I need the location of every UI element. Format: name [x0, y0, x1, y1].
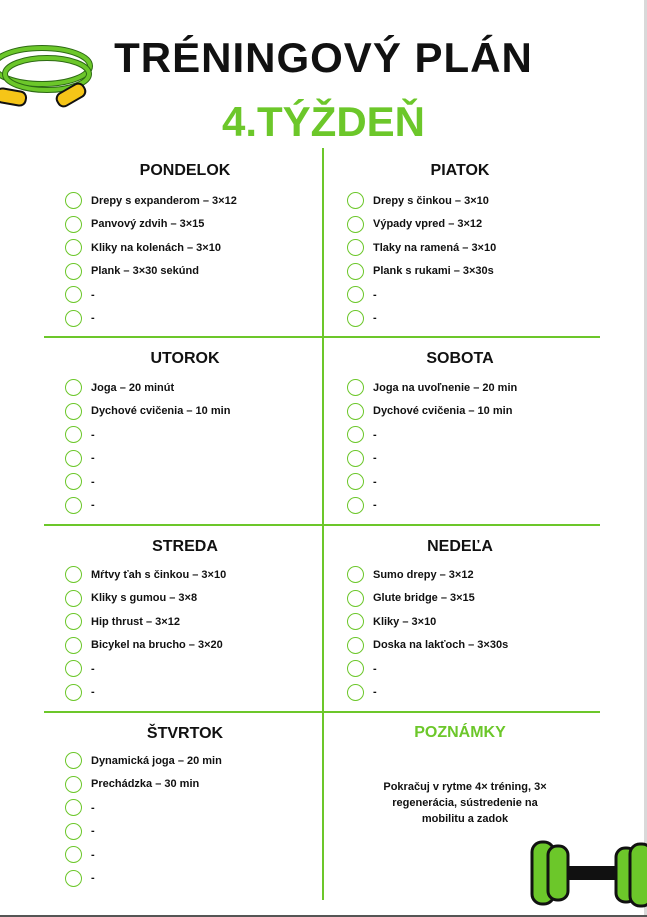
list-item[interactable]: Hip thrust – 3×12 [65, 610, 226, 634]
list-item[interactable]: - [347, 494, 517, 518]
day-list-tuesday [65, 376, 230, 517]
list-item[interactable]: - [65, 307, 237, 331]
day-title-thursday: ŠTVRTOK [146, 725, 224, 742]
list-item[interactable]: - [65, 820, 222, 844]
checkbox-circle[interactable] [347, 684, 364, 701]
checkbox-circle[interactable] [65, 192, 82, 209]
day-list-monday [65, 189, 237, 330]
notes-text: Pokračuj v rytme 4× tréning, 3× regenerácia, sústredenie na mobilitu a zadok [383, 781, 547, 825]
checkbox-circle[interactable] [65, 590, 82, 607]
list-item[interactable]: Mŕtvy ťah s činkou – 3×10 [65, 563, 226, 587]
checkbox-circle[interactable] [347, 590, 364, 607]
list-item[interactable]: - [65, 867, 222, 891]
day-list-saturday [347, 376, 517, 517]
checkbox-circle[interactable] [65, 310, 82, 327]
list-item[interactable]: Glute bridge – 3×15 [347, 587, 508, 611]
checkbox-circle[interactable] [65, 450, 82, 467]
list-item[interactable]: - [65, 423, 230, 447]
checkbox-circle[interactable] [347, 216, 364, 233]
checkbox-circle[interactable] [347, 192, 364, 209]
checkbox-circle[interactable] [347, 403, 364, 420]
day-list-wednesday [65, 563, 226, 704]
day-title-monday: PONDELOK [139, 162, 231, 179]
list-item[interactable]: Drepy s činkou – 3×10 [347, 189, 496, 213]
grid-divider-3 [44, 711, 600, 713]
list-item[interactable]: Dynamická joga – 20 min [65, 749, 222, 773]
list-item[interactable]: Dychové cvičenia – 10 min [65, 400, 230, 424]
list-item[interactable]: Joga na uvoľnenie – 20 min [347, 376, 517, 400]
day-title-friday: PIATOK [430, 162, 490, 179]
day-list-thursday [65, 749, 222, 890]
list-item[interactable]: - [347, 307, 496, 331]
checkbox-circle[interactable] [347, 263, 364, 280]
checkbox-circle[interactable] [347, 426, 364, 443]
checkbox-circle[interactable] [347, 637, 364, 654]
list-item[interactable]: - [347, 283, 496, 307]
list-item[interactable]: Panvový zdvih – 3×15 [65, 213, 237, 237]
day-title-sunday: NEDEĽA [427, 538, 493, 555]
dumbbell-icon [524, 832, 647, 912]
checkbox-circle[interactable] [65, 823, 82, 840]
checkbox-circle[interactable] [65, 846, 82, 863]
list-item[interactable]: - [65, 283, 237, 307]
list-item[interactable]: Prechádzka – 30 min [65, 773, 222, 797]
checkbox-circle[interactable] [65, 660, 82, 677]
checkbox-circle[interactable] [65, 776, 82, 793]
week-label: 4.TÝŽDEŇ [221, 98, 426, 145]
list-item[interactable]: - [65, 681, 226, 705]
grid-divider-1 [44, 336, 600, 338]
day-title-wednesday: STREDA [152, 538, 218, 555]
day-title-tuesday: UTOROK [150, 350, 220, 367]
checkbox-circle[interactable] [65, 752, 82, 769]
list-item[interactable]: Drepy s expanderom – 3×12 [65, 189, 237, 213]
checkbox-circle[interactable] [65, 799, 82, 816]
checkbox-circle[interactable] [65, 379, 82, 396]
checkbox-circle[interactable] [65, 216, 82, 233]
checkbox-circle[interactable] [65, 239, 82, 256]
list-item[interactable]: - [65, 657, 226, 681]
list-item[interactable]: Bicykel na brucho – 3×20 [65, 634, 226, 658]
checkbox-circle[interactable] [65, 497, 82, 514]
list-item[interactable]: Výpady vpred – 3×12 [347, 213, 496, 237]
list-item[interactable]: - [347, 423, 517, 447]
list-item[interactable]: Tlaky na ramená – 3×10 [347, 236, 496, 260]
checkbox-circle[interactable] [347, 566, 364, 583]
checkbox-circle[interactable] [65, 263, 82, 280]
list-item[interactable]: Kliky s gumou – 3×8 [65, 587, 226, 611]
checkbox-circle[interactable] [65, 870, 82, 887]
list-item[interactable]: - [65, 470, 230, 494]
list-item[interactable]: - [65, 843, 222, 867]
checkbox-circle[interactable] [347, 613, 364, 630]
checkbox-circle[interactable] [65, 613, 82, 630]
list-item[interactable]: Kliky na kolenách – 3×10 [65, 236, 237, 260]
checkbox-circle[interactable] [347, 239, 364, 256]
list-item[interactable]: Plank – 3×30 sekúnd [65, 260, 237, 284]
checkbox-circle[interactable] [65, 473, 82, 490]
checkbox-circle[interactable] [65, 684, 82, 701]
day-list-friday [347, 189, 496, 330]
list-item[interactable]: - [65, 796, 222, 820]
list-item[interactable]: - [347, 681, 508, 705]
notes-title: POZNÁMKY [414, 724, 506, 741]
day-list-sunday [347, 563, 508, 704]
checkbox-circle[interactable] [65, 426, 82, 443]
page-title: TRÉNINGOVÝ PLÁN [114, 34, 533, 81]
list-item[interactable]: - [347, 657, 508, 681]
list-item[interactable]: Joga – 20 minút [65, 376, 230, 400]
checkbox-circle[interactable] [65, 403, 82, 420]
checkbox-circle[interactable] [347, 450, 364, 467]
checkbox-circle[interactable] [65, 566, 82, 583]
checkbox-circle[interactable] [347, 379, 364, 396]
checkbox-circle[interactable] [347, 660, 364, 677]
list-item[interactable]: Dychové cvičenia – 10 min [347, 400, 517, 424]
list-item[interactable]: Plank s rukami – 3×30s [347, 260, 496, 284]
checkbox-circle[interactable] [65, 286, 82, 303]
day-title-saturday: SOBOTA [426, 350, 494, 367]
checkbox-circle[interactable] [347, 473, 364, 490]
checkbox-circle[interactable] [65, 637, 82, 654]
grid-divider-2 [44, 524, 600, 526]
list-item[interactable]: - [347, 447, 517, 471]
list-item[interactable]: Kliky – 3×10 [347, 610, 508, 634]
checkbox-circle[interactable] [347, 497, 364, 514]
checkbox-circle[interactable] [347, 310, 364, 327]
list-item[interactable]: - [65, 494, 230, 518]
list-item[interactable]: - [65, 447, 230, 471]
list-item[interactable]: - [347, 470, 517, 494]
checkbox-circle[interactable] [347, 286, 364, 303]
list-item[interactable]: Sumo drepy – 3×12 [347, 563, 508, 587]
list-item[interactable]: Doska na lakťoch – 3×30s [347, 634, 508, 658]
